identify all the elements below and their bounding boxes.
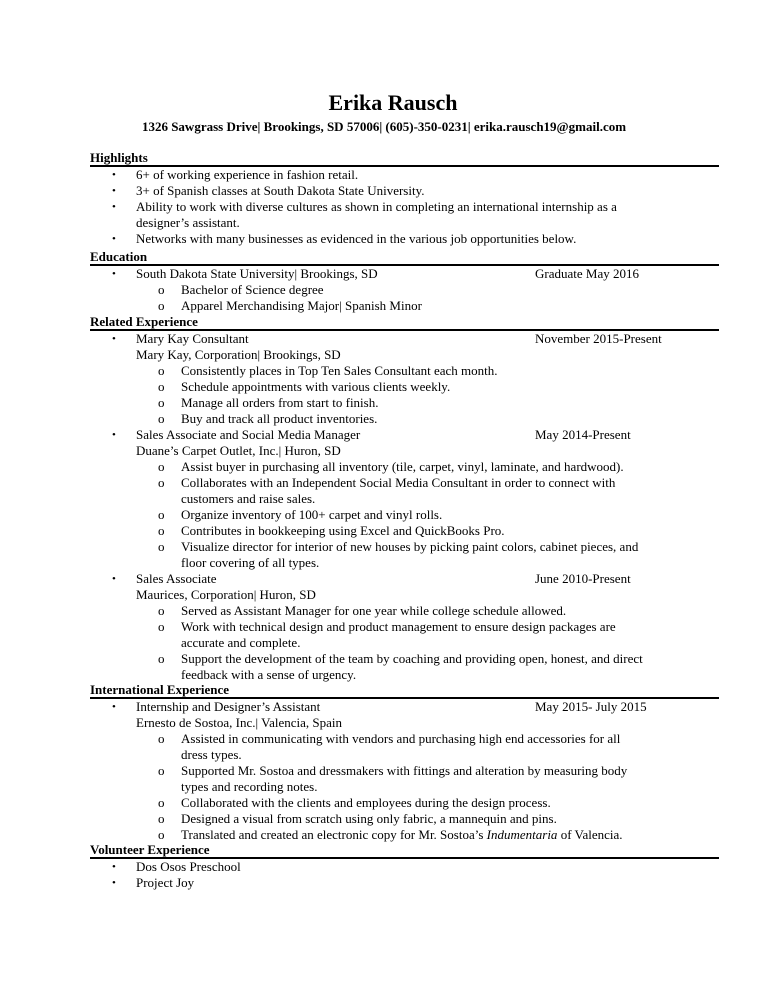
job-title-row: • Sales Associate June 2010-Present: [112, 571, 631, 586]
duty-item-continued: feedback with a sense of urgency.: [181, 667, 357, 682]
sub-bullet-icon: o: [158, 523, 165, 538]
duty-item: o Collaborated with the clients and employees during the design process.: [158, 795, 551, 810]
sub-bullet-icon: o: [158, 395, 165, 410]
sub-bullet-icon: o: [158, 411, 165, 426]
highlights-title: Highlights: [90, 151, 719, 167]
highlights-section: [90, 151, 719, 247]
bullet-icon: •: [112, 429, 116, 441]
contact-line: 1326 Sawgrass Drive| Brookings, SD 57006| (605)-350-0231| erika.rausch19@gmail.com: [141, 119, 627, 134]
duty-item: o Translated and created an electronic copy for Mr. Sostoa’s Indumentaria of Valencia.: [158, 827, 623, 842]
list-item: • Ability to work with diverse cultures as shown in completing an international internship as a: [112, 199, 617, 214]
education-section: [90, 250, 719, 314]
sub-bullet-icon: o: [158, 763, 165, 778]
job-title-row: • Mary Kay Consultant November 2015-Present: [112, 331, 662, 346]
international-experience-section: [90, 683, 719, 843]
duty-item: o Consistently places in Top Ten Sales Consultant each month.: [158, 363, 498, 378]
bullet-icon: •: [112, 877, 116, 889]
sub-item: o Bachelor of Science degree: [158, 282, 324, 297]
list-item: • Project Joy: [112, 875, 195, 890]
duty-item: o Contributes in bookkeeping using Excel and QuickBooks Pro.: [158, 523, 505, 538]
related-experience-title: Related Experience: [90, 315, 719, 331]
duty-item: o Manage all orders from start to finish.: [158, 395, 379, 410]
job-org-row: Maurices, Corporation| Huron, SD: [136, 587, 316, 602]
international-experience-title: International Experience: [90, 683, 719, 699]
list-item: [90, 266, 719, 282]
list-item: • 6+ of working experience in fashion retail.: [112, 167, 359, 182]
bullet-icon: •: [112, 233, 116, 245]
duty-item: o Schedule appointments with various clients weekly.: [158, 379, 451, 394]
duty-item: o Organize inventory of 100+ carpet and vinyl rolls.: [158, 507, 443, 522]
bullet-icon: •: [112, 169, 116, 181]
bullet-icon: •: [112, 573, 116, 585]
graduation-date: Graduate May 2016: [535, 266, 639, 281]
candidate-name: Erika Rausch: [328, 90, 458, 115]
bullet-icon: •: [112, 201, 116, 213]
related-experience-section: [90, 315, 719, 683]
duty-item-continued: accurate and complete.: [181, 635, 301, 650]
duty-item: o Collaborates with an Independent Social Media Consultant in order to connect with: [158, 475, 616, 490]
list-item: • 3+ of Spanish classes at South Dakota State University.: [112, 183, 425, 198]
duty-item: o Support the development of the team by coaching and providing open, honest, and direct: [158, 651, 643, 666]
list-item: • Networks with many businesses as evidenced in the various job opportunities below.: [112, 231, 577, 246]
list-item: • Dos Osos Preschool: [112, 859, 241, 874]
sub-bullet-icon: o: [158, 298, 165, 313]
sub-bullet-icon: o: [158, 507, 165, 522]
duty-item: o Work with technical design and product management to ensure design packages are: [158, 619, 616, 634]
bullet-icon: •: [112, 268, 116, 280]
sub-bullet-icon: o: [158, 651, 165, 666]
duty-item-continued: types and recording notes.: [181, 779, 318, 794]
sub-bullet-icon: o: [158, 379, 165, 394]
list-item-continued: designer’s assistant.: [136, 215, 240, 230]
sub-bullet-icon: o: [158, 363, 165, 378]
sub-bullet-icon: o: [158, 827, 165, 842]
job-org-row: Duane’s Carpet Outlet, Inc.| Huron, SD: [136, 443, 341, 458]
duty-item: o Visualize director for interior of new houses by picking paint colors, cabinet pieces, and: [158, 539, 639, 554]
duty-item: o Designed a visual from scratch using only fabric, a mannequin and pins.: [158, 811, 557, 826]
duty-item: o Assist buyer in purchasing all inventory (tile, carpet, vinyl, laminate, and hardwood).: [158, 459, 624, 474]
duty-item: o Buy and track all product inventories.: [158, 411, 378, 426]
job-title-row: • Internship and Designer’s Assistant May 2015- July 2015: [112, 699, 647, 714]
sub-bullet-icon: o: [158, 539, 165, 554]
duty-item-continued: floor covering of all types.: [181, 555, 320, 570]
duty-item: o Served as Assistant Manager for one year while college schedule allowed.: [158, 603, 567, 618]
sub-item: o Apparel Merchandising Major| Spanish Minor: [158, 298, 422, 313]
volunteer-experience-title: Volunteer Experience: [90, 843, 719, 859]
sub-bullet-icon: o: [158, 603, 165, 618]
bullet-icon: •: [112, 333, 116, 345]
duty-item-continued: customers and raise sales.: [181, 491, 316, 506]
sub-bullet-icon: o: [158, 731, 165, 746]
sub-bullet-icon: o: [158, 795, 165, 810]
duty-item: o Supported Mr. Sostoa and dressmakers with fittings and alteration by measuring body: [158, 763, 628, 778]
sub-bullet-icon: o: [158, 475, 165, 490]
sub-bullet-icon: o: [158, 811, 165, 826]
sub-bullet-icon: o: [158, 459, 165, 474]
education-title: Education: [90, 250, 719, 266]
sub-bullet-icon: o: [158, 619, 165, 634]
job-org-row: Mary Kay, Corporation| Brookings, SD: [136, 347, 341, 362]
duty-item: o Assisted in communicating with vendors and purchasing high end accessories for all: [158, 731, 621, 746]
school-name: South Dakota State University| Brookings, SD: [136, 266, 378, 281]
job-org-row: Ernesto de Sostoa, Inc.| Valencia, Spain: [136, 715, 342, 730]
job-title-row: • Sales Associate and Social Media Manager May 2014-Present: [112, 427, 631, 442]
sub-bullet-icon: o: [158, 282, 165, 297]
bullet-icon: •: [112, 861, 116, 873]
bullet-icon: •: [112, 701, 116, 713]
volunteer-experience-section: [90, 843, 719, 891]
duty-item-continued: dress types.: [181, 747, 242, 762]
bullet-icon: •: [112, 185, 116, 197]
